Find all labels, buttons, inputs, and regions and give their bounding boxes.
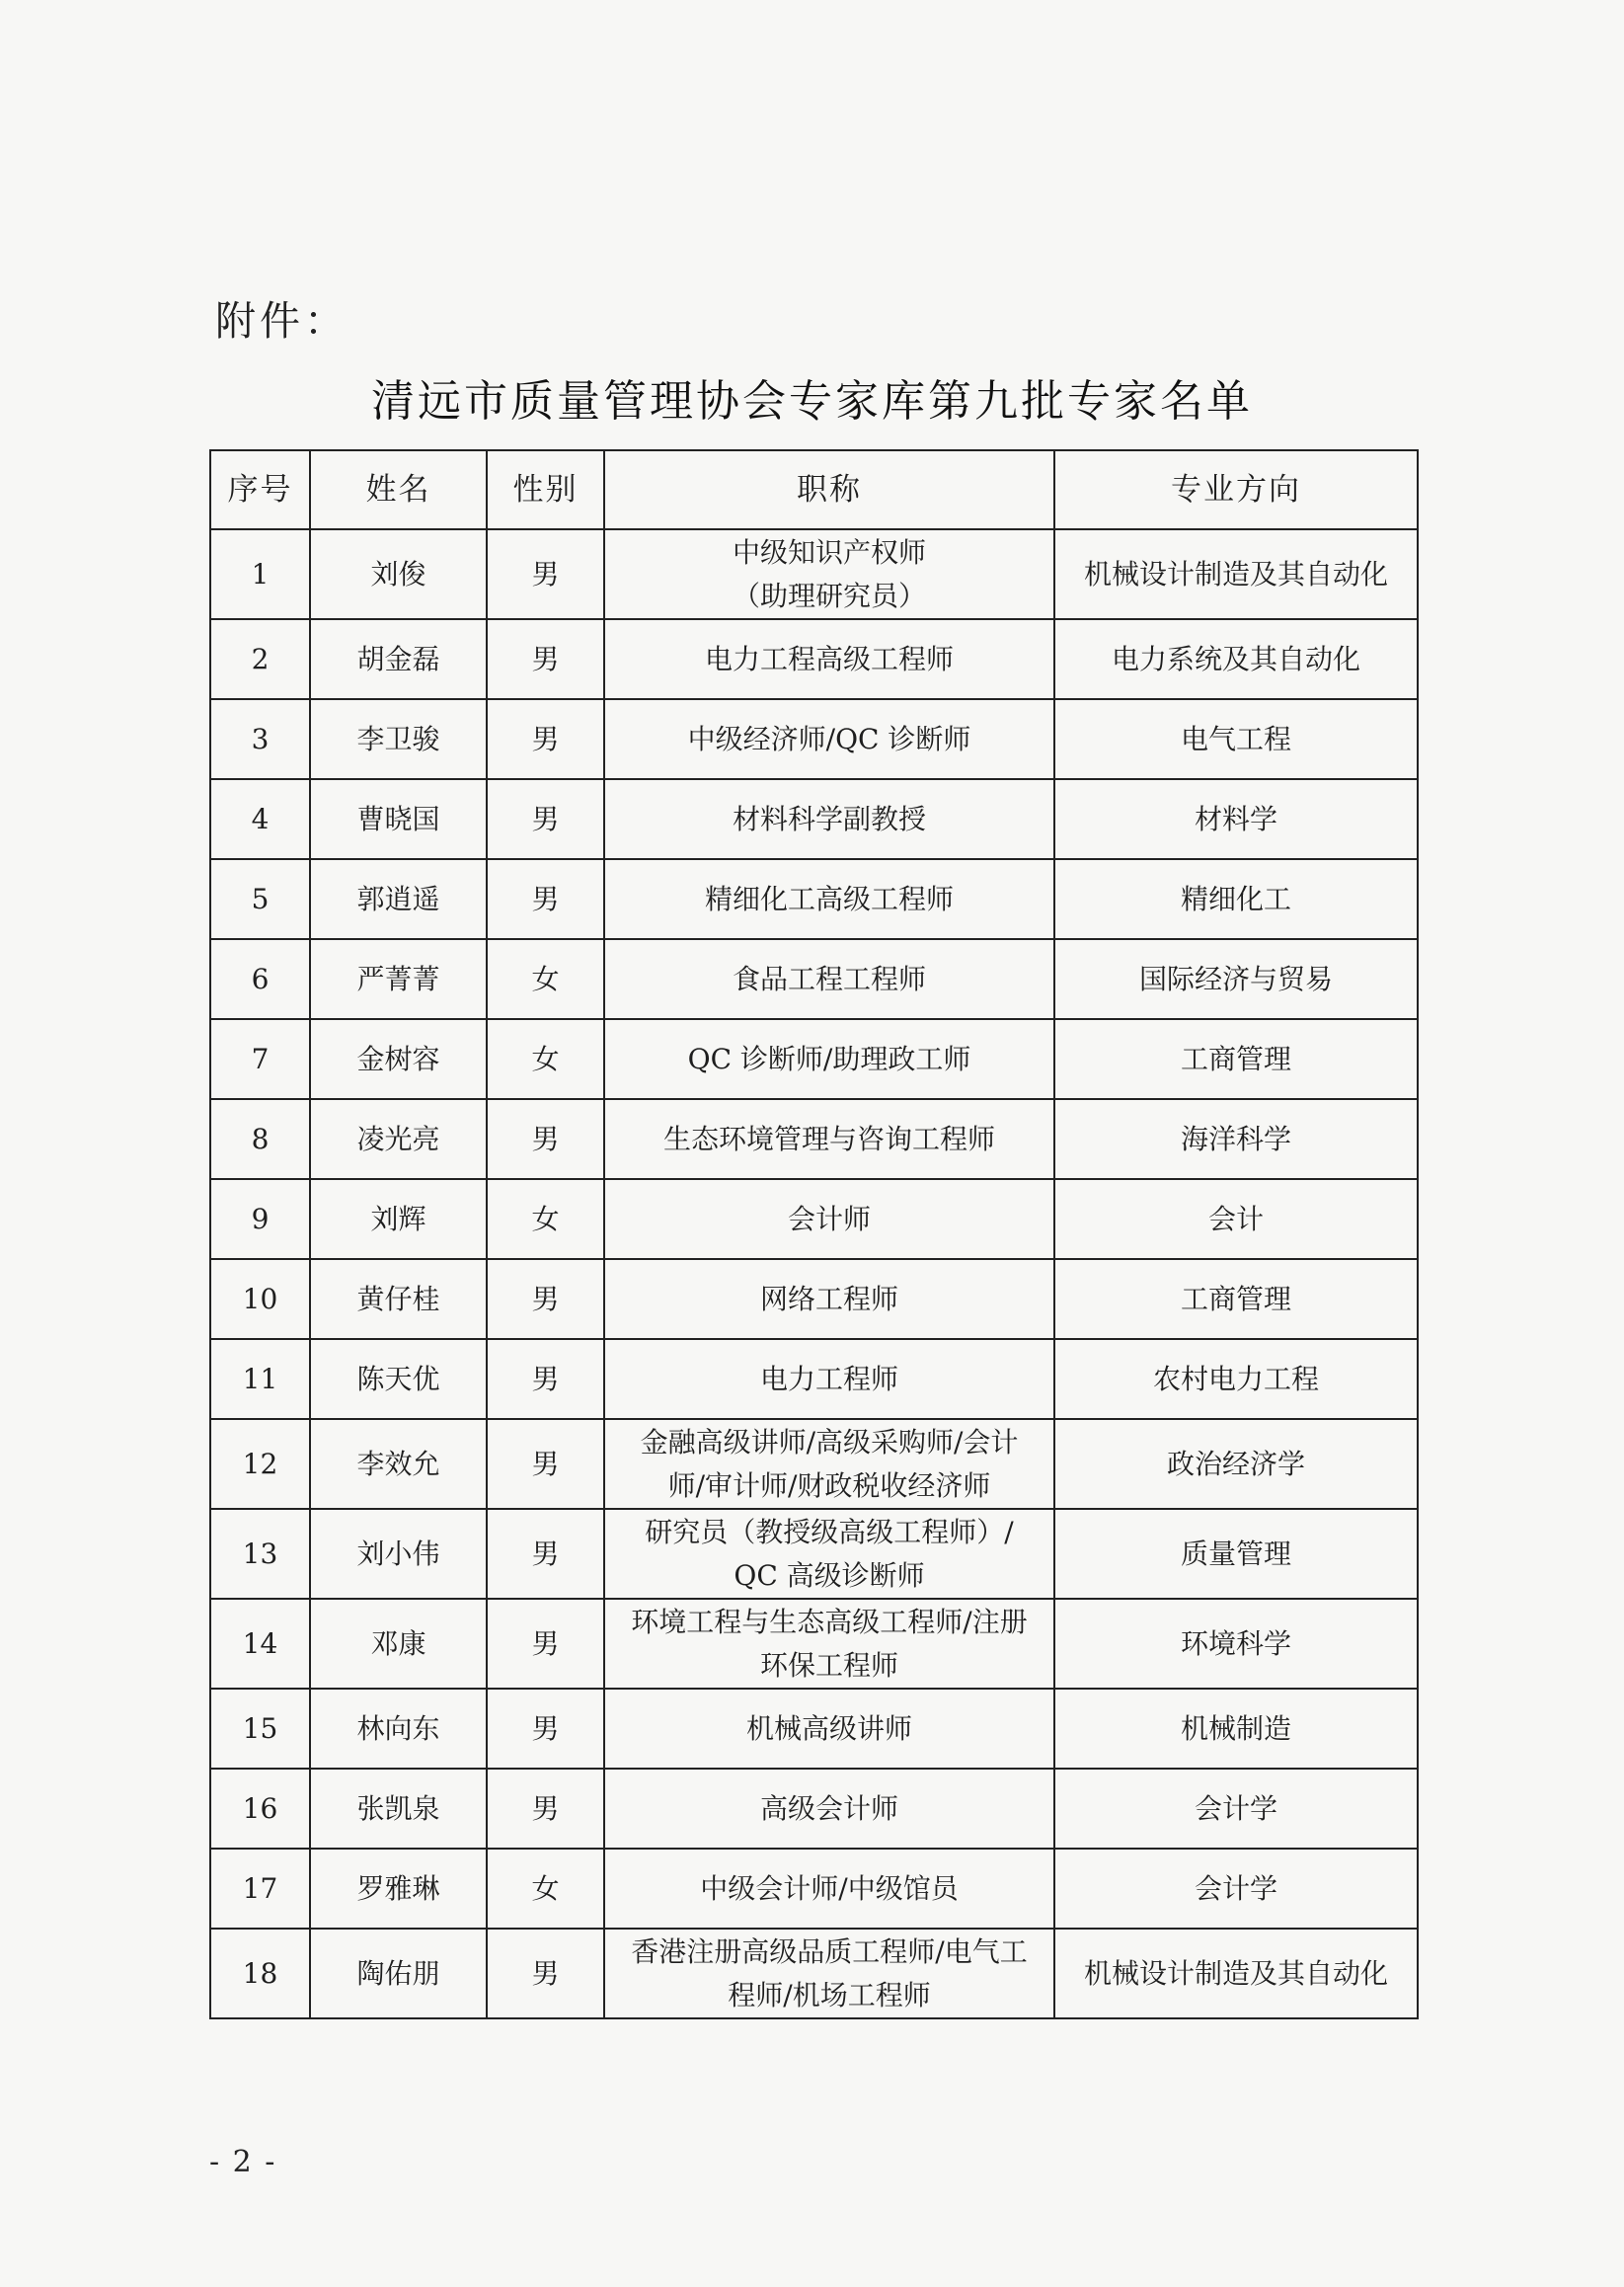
- cell-field: 机械设计制造及其自动化: [1054, 529, 1418, 619]
- cell-name: 邓康: [310, 1599, 487, 1689]
- cell-field: 环境科学: [1054, 1599, 1418, 1689]
- cell-name: 凌光亮: [310, 1099, 487, 1179]
- table-row: [210, 939, 1418, 1019]
- cell-no: 9: [210, 1179, 310, 1259]
- header-sex: 性别: [487, 450, 604, 529]
- cell-field: 电力系统及其自动化: [1054, 619, 1418, 699]
- table-row: [210, 1339, 1418, 1419]
- cell-sex: 男: [487, 1689, 604, 1769]
- header-name: 姓名: [310, 450, 487, 529]
- document-title: 清远市质量管理协会专家库第九批专家名单: [371, 376, 1253, 427]
- cell-field: 机械设计制造及其自动化: [1054, 1929, 1418, 2018]
- table-row: [210, 1019, 1418, 1099]
- page-number: - 2 -: [209, 2145, 277, 2179]
- cell-field: 政治经济学: [1054, 1419, 1418, 1509]
- cell-field: 质量管理: [1054, 1509, 1418, 1599]
- cell-sex: 男: [487, 1929, 604, 2018]
- table-row: [210, 1259, 1418, 1339]
- cell-sex: 女: [487, 1019, 604, 1099]
- cell-name: 刘小伟: [310, 1509, 487, 1599]
- table-row: [210, 779, 1418, 859]
- cell-title: 中级知识产权师 （助理研究员）: [604, 529, 1054, 619]
- table-row: [210, 1849, 1418, 1929]
- cell-name: 胡金磊: [310, 619, 487, 699]
- cell-name: 刘辉: [310, 1179, 487, 1259]
- cell-sex: 男: [487, 1769, 604, 1849]
- cell-title: 会计师: [604, 1179, 1054, 1259]
- table-row: [210, 1769, 1418, 1849]
- cell-sex: 男: [487, 699, 604, 779]
- cell-title: 材料科学副教授: [604, 779, 1054, 859]
- cell-field: 材料学: [1054, 779, 1418, 859]
- cell-title: 中级经济师/QC 诊断师: [604, 699, 1054, 779]
- table-row: [210, 1179, 1418, 1259]
- cell-field: 工商管理: [1054, 1259, 1418, 1339]
- cell-name: 金树容: [310, 1019, 487, 1099]
- cell-name: 刘俊: [310, 529, 487, 619]
- cell-no: 8: [210, 1099, 310, 1179]
- cell-sex: 男: [487, 1099, 604, 1179]
- cell-no: 4: [210, 779, 310, 859]
- table-row: [210, 1929, 1418, 2018]
- cell-sex: 男: [487, 529, 604, 619]
- cell-name: 罗雅琳: [310, 1849, 487, 1929]
- cell-no: 13: [210, 1509, 310, 1599]
- cell-name: 林向东: [310, 1689, 487, 1769]
- cell-sex: 男: [487, 859, 604, 939]
- cell-no: 14: [210, 1599, 310, 1689]
- table-row: [210, 1599, 1418, 1689]
- attachment-label: 附件：: [215, 297, 348, 345]
- cell-no: 18: [210, 1929, 310, 2018]
- table-row: [210, 859, 1418, 939]
- cell-title: 环境工程与生态高级工程师/注册 环保工程师: [604, 1599, 1054, 1689]
- cell-title: 机械高级讲师: [604, 1689, 1054, 1769]
- cell-field: 电气工程: [1054, 699, 1418, 779]
- table-row: [210, 1419, 1418, 1509]
- table-row: [210, 1509, 1418, 1599]
- cell-name: 李卫骏: [310, 699, 487, 779]
- cell-title: 金融高级讲师/高级采购师/会计 师/审计师/财政税收经济师: [604, 1419, 1054, 1509]
- cell-sex: 男: [487, 779, 604, 859]
- cell-no: 3: [210, 699, 310, 779]
- cell-name: 陈天优: [310, 1339, 487, 1419]
- cell-title: 电力工程高级工程师: [604, 619, 1054, 699]
- table-row: [210, 699, 1418, 779]
- cell-sex: 女: [487, 1849, 604, 1929]
- cell-sex: 女: [487, 1179, 604, 1259]
- cell-title: 香港注册高级品质工程师/电气工 程师/机场工程师: [604, 1929, 1054, 2018]
- cell-field: 会计: [1054, 1179, 1418, 1259]
- cell-title: QC 诊断师/助理政工师: [604, 1019, 1054, 1099]
- cell-no: 7: [210, 1019, 310, 1099]
- cell-sex: 男: [487, 1509, 604, 1599]
- cell-no: 11: [210, 1339, 310, 1419]
- header-field: 专业方向: [1054, 450, 1418, 529]
- cell-no: 5: [210, 859, 310, 939]
- cell-title: 电力工程师: [604, 1339, 1054, 1419]
- header-title: 职称: [604, 450, 1054, 529]
- cell-field: 会计学: [1054, 1769, 1418, 1849]
- header-no: 序号: [210, 450, 310, 529]
- cell-field: 农村电力工程: [1054, 1339, 1418, 1419]
- expert-roster-table: [209, 449, 1419, 2019]
- cell-field: 海洋科学: [1054, 1099, 1418, 1179]
- cell-name: 郭逍遥: [310, 859, 487, 939]
- cell-name: 陶佑朋: [310, 1929, 487, 2018]
- cell-title: 中级会计师/中级馆员: [604, 1849, 1054, 1929]
- cell-title: 研究员（教授级高级工程师）/ QC 高级诊断师: [604, 1509, 1054, 1599]
- cell-no: 2: [210, 619, 310, 699]
- cell-name: 张凯泉: [310, 1769, 487, 1849]
- cell-name: 黄仔桂: [310, 1259, 487, 1339]
- cell-no: 17: [210, 1849, 310, 1929]
- cell-sex: 男: [487, 1599, 604, 1689]
- cell-name: 曹晓国: [310, 779, 487, 859]
- cell-title: 网络工程师: [604, 1259, 1054, 1339]
- cell-no: 16: [210, 1769, 310, 1849]
- cell-field: 机械制造: [1054, 1689, 1418, 1769]
- cell-no: 1: [210, 529, 310, 619]
- cell-field: 工商管理: [1054, 1019, 1418, 1099]
- cell-no: 15: [210, 1689, 310, 1769]
- cell-sex: 男: [487, 1259, 604, 1339]
- cell-sex: 男: [487, 1419, 604, 1509]
- cell-title: 生态环境管理与咨询工程师: [604, 1099, 1054, 1179]
- cell-sex: 男: [487, 1339, 604, 1419]
- cell-field: 国际经济与贸易: [1054, 939, 1418, 1019]
- table-row: [210, 529, 1418, 619]
- cell-no: 12: [210, 1419, 310, 1509]
- cell-sex: 男: [487, 619, 604, 699]
- table-row: [210, 1099, 1418, 1179]
- cell-name: 严菁菁: [310, 939, 487, 1019]
- table-header-row: [210, 450, 1418, 529]
- cell-field: 会计学: [1054, 1849, 1418, 1929]
- cell-no: 10: [210, 1259, 310, 1339]
- cell-field: 精细化工: [1054, 859, 1418, 939]
- cell-title: 精细化工高级工程师: [604, 859, 1054, 939]
- cell-no: 6: [210, 939, 310, 1019]
- cell-sex: 女: [487, 939, 604, 1019]
- cell-title: 食品工程工程师: [604, 939, 1054, 1019]
- table-row: [210, 1689, 1418, 1769]
- cell-name: 李效允: [310, 1419, 487, 1509]
- table-row: [210, 619, 1418, 699]
- cell-title: 高级会计师: [604, 1769, 1054, 1849]
